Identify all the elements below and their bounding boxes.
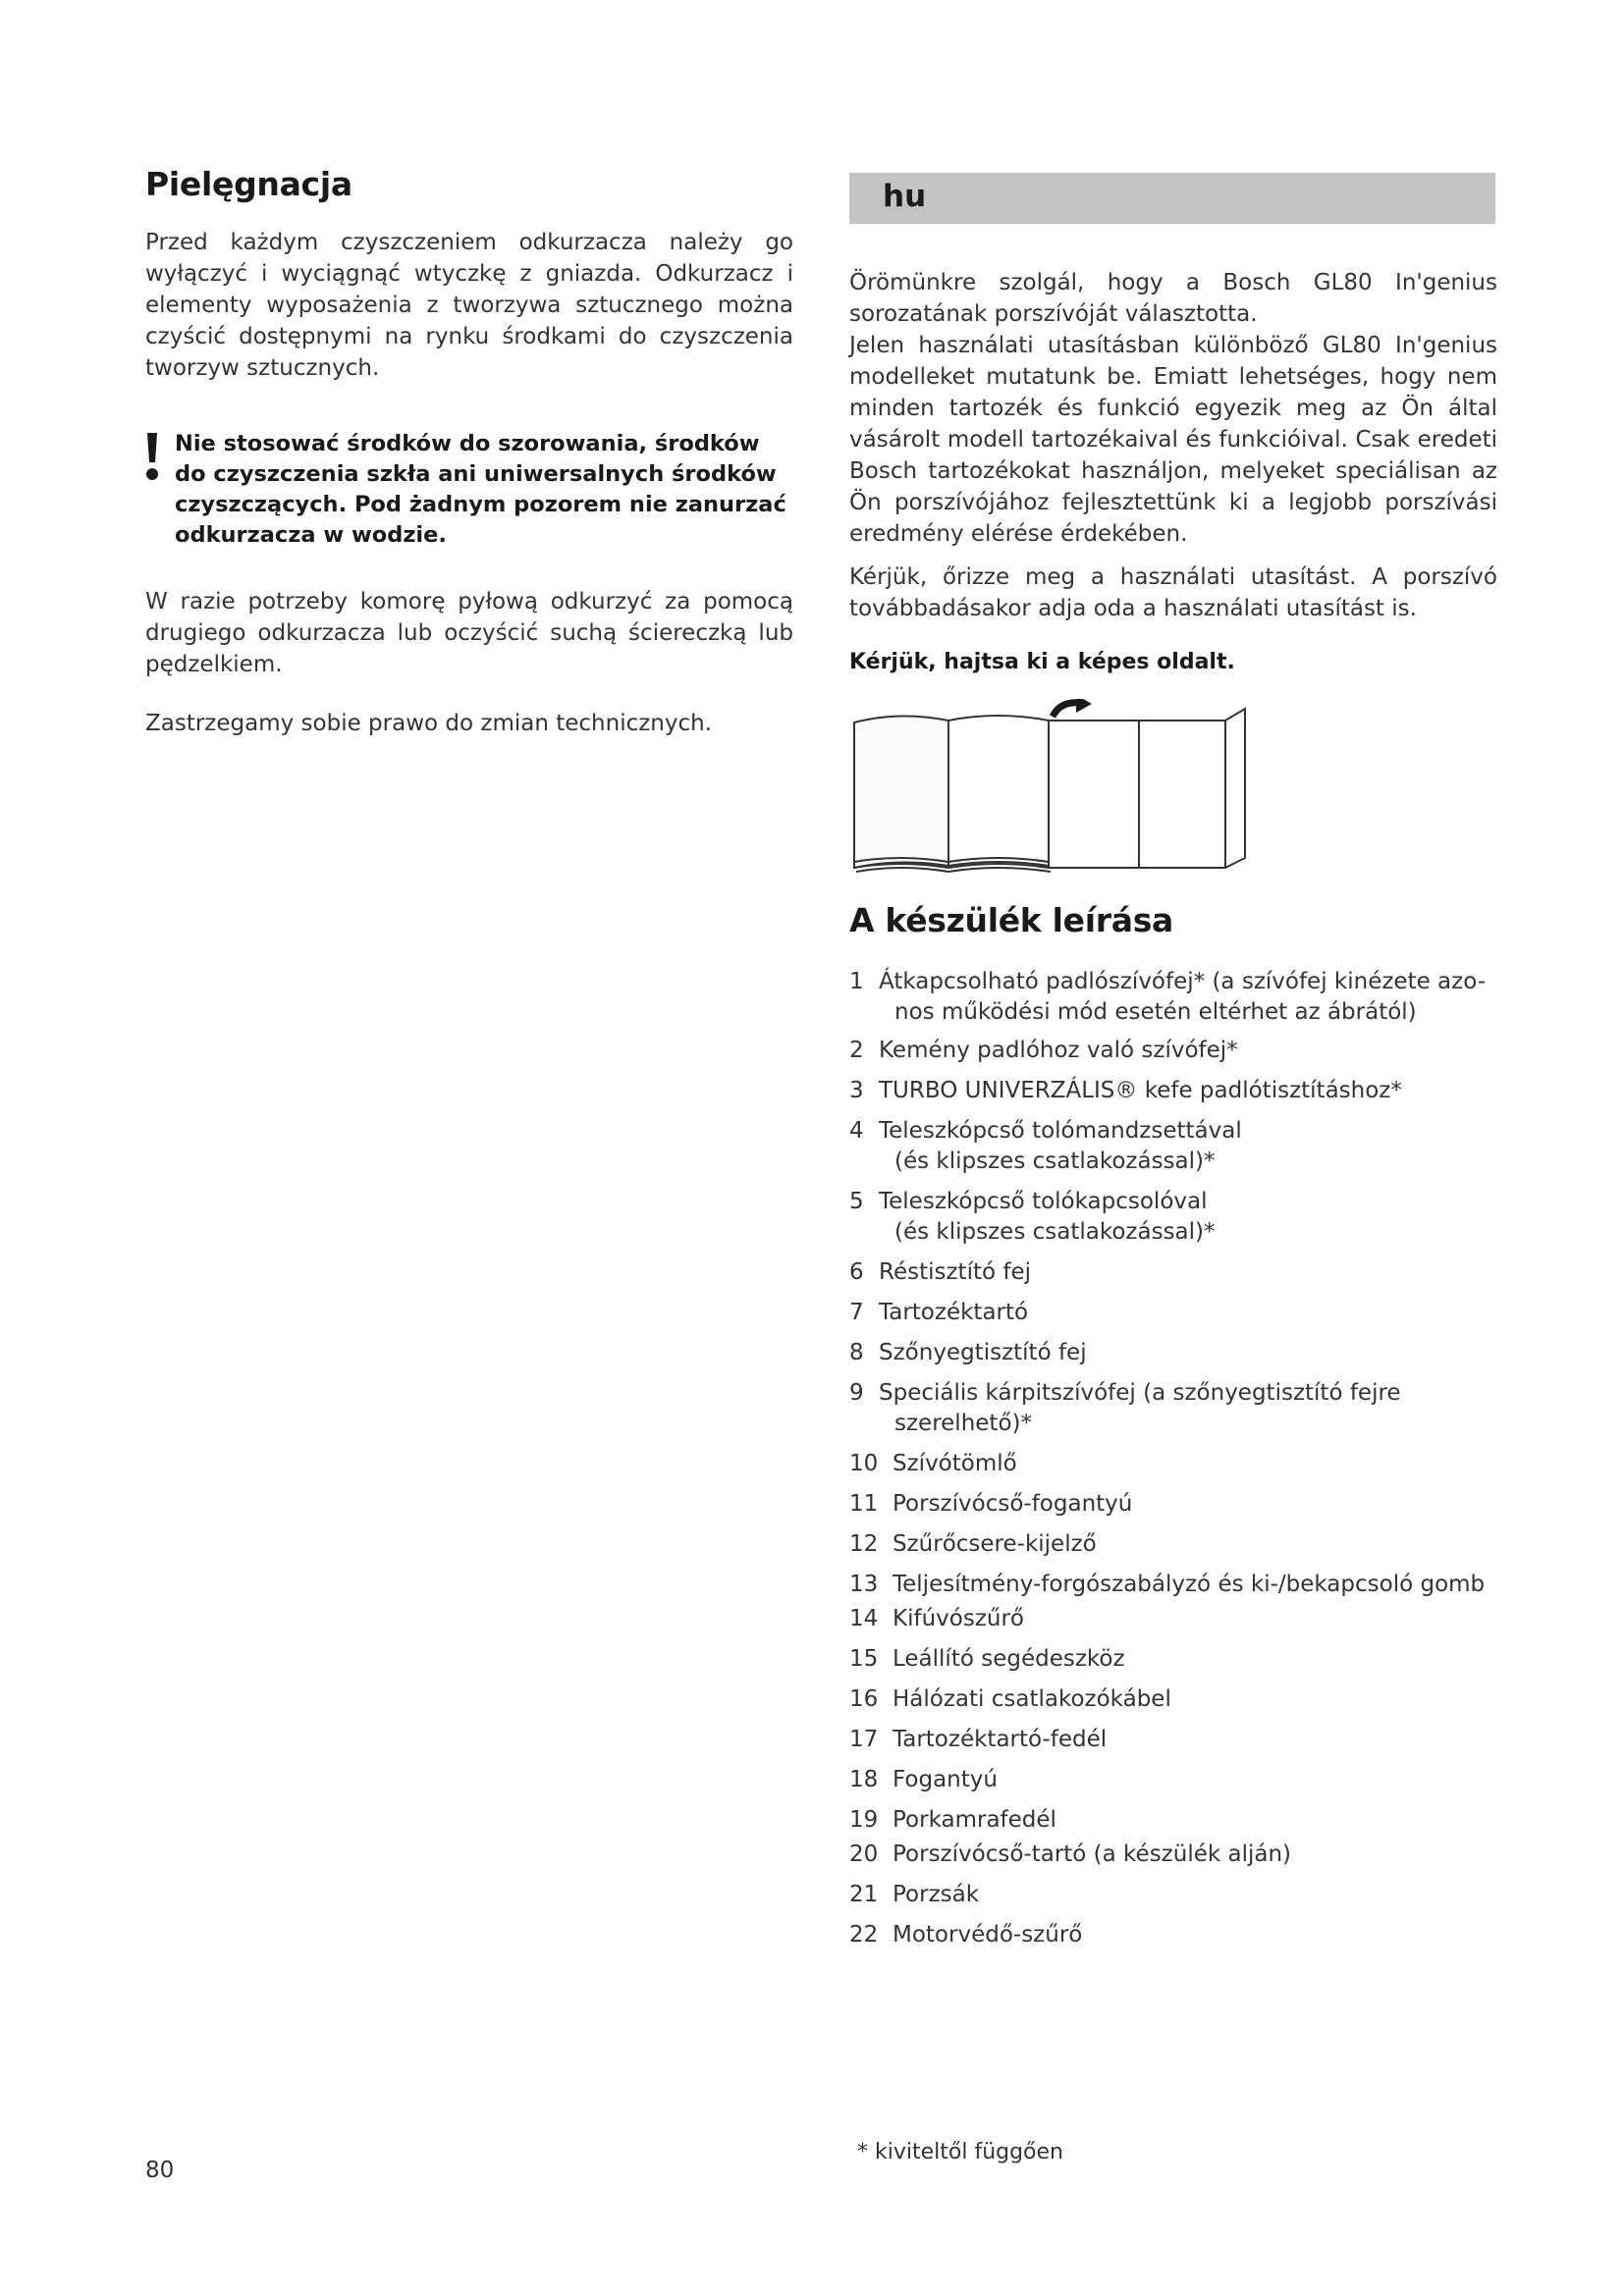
parts-list-item bbox=[849, 1036, 1497, 1066]
parts-list-text: Porszívócső-fogantyú bbox=[893, 1491, 1133, 1517]
parts-list-text: Speciális kárpitszívófej (a szőnyegtisztító fejre bbox=[879, 1380, 1401, 1406]
footnote: * kiviteltől függően bbox=[857, 2140, 1063, 2164]
parts-list-item bbox=[849, 1604, 1497, 1634]
parts-list-item bbox=[849, 1449, 1497, 1479]
parts-list-number: 6 bbox=[849, 1259, 864, 1285]
parts-list-item bbox=[849, 1840, 1497, 1870]
parts-list-text: Teleszkópcső tolókapcsolóval bbox=[879, 1189, 1208, 1214]
section-heading-pielegnacja: Pielęgnacja bbox=[145, 165, 352, 203]
parts-list-text: Szőnyegtisztító fej bbox=[879, 1340, 1087, 1365]
exclamation-icon bbox=[145, 433, 159, 482]
parts-list-number: 19 bbox=[849, 1807, 879, 1833]
dust-chamber-paragraph: W razie potrzeby komorę pyłową odkurzyć za pomocą drugiego odkurzacza lub oczyścić suchą ściereczką lub pędzelkiem. bbox=[145, 589, 793, 677]
parts-list-text: Szívótömlő bbox=[893, 1451, 1017, 1476]
parts-list-number: 22 bbox=[849, 1922, 879, 1948]
technical-changes-paragraph: Zastrzegamy sobie prawo do zmian technicznych. bbox=[145, 711, 713, 736]
parts-list-text: Leállító segédeszköz bbox=[893, 1646, 1125, 1672]
parts-list-number: 21 bbox=[849, 1882, 879, 1907]
parts-list-number: 20 bbox=[849, 1842, 879, 1867]
parts-list bbox=[849, 967, 1497, 1950]
parts-list-text: Teleszkópcső tolómandzsettával bbox=[879, 1118, 1242, 1144]
parts-list-text: Szűrőcsere-kijelző bbox=[893, 1531, 1097, 1557]
page-number: 80 bbox=[145, 2158, 175, 2183]
fold-out-page-illustration bbox=[850, 699, 1263, 876]
parts-list-number: 9 bbox=[849, 1380, 864, 1406]
parts-list-number: 15 bbox=[849, 1646, 879, 1672]
parts-list-text: Hálózati csatlakozókábel bbox=[893, 1686, 1171, 1712]
parts-list-number: 17 bbox=[849, 1727, 879, 1752]
intro-paragraph-2: Jelen használati utasításban különböző GL80 In'genius modelleket mutatunk be. Emiatt lehetséges, hogy nem minden tartozék és funkció egyezik meg az Ön által vásárolt modell tartozékaival és funkcióival. Csak eredeti Bosch tartozékokat használjon, melyeket speciálisan az Ön porszívójához fejlesztettünk ki a legjobb porszívási eredmény elérése érdekében. bbox=[849, 333, 1497, 547]
parts-list-text-continued: nos működési mód esetén eltérhet az ábrától) bbox=[894, 999, 1417, 1025]
fold-out-instruction: Kérjük, hajtsa ki a képes oldalt. bbox=[849, 650, 1235, 674]
parts-list-item bbox=[849, 1257, 1497, 1288]
language-bar bbox=[849, 173, 1495, 224]
parts-list-item bbox=[849, 1489, 1497, 1520]
parts-list-item bbox=[849, 1725, 1497, 1755]
parts-list-text: Réstisztító fej bbox=[879, 1259, 1031, 1285]
section-heading-device: A készülék leírása bbox=[849, 901, 1173, 939]
intro-paragraph-1: Örömünkre szolgál, hogy a Bosch GL80 In'genius sorozatának porszívóját választotta. bbox=[849, 270, 1497, 327]
parts-list-number: 7 bbox=[849, 1300, 864, 1325]
parts-list-item bbox=[849, 1378, 1497, 1439]
parts-list-item bbox=[849, 1529, 1497, 1560]
parts-list-number: 14 bbox=[849, 1606, 879, 1631]
parts-list-text-continued: (és klipszes csatlakozással)* bbox=[894, 1148, 1216, 1174]
parts-list-number: 16 bbox=[849, 1686, 879, 1712]
parts-list-item bbox=[849, 1765, 1497, 1795]
parts-list-number: 11 bbox=[849, 1491, 879, 1517]
parts-list-item bbox=[849, 1570, 1497, 1600]
parts-list-text: Porzsák bbox=[893, 1882, 980, 1907]
device-description-section bbox=[849, 901, 1497, 1950]
parts-list-item bbox=[849, 1338, 1497, 1368]
right-column bbox=[849, 267, 1497, 677]
parts-list-text: Porkamrafedél bbox=[893, 1807, 1056, 1833]
keep-manual-paragraph: Kérjük, őrizze meg a használati utasítást. A porszívó továbbadásakor adja oda a használati utasítást is. bbox=[849, 564, 1497, 621]
parts-list-number: 4 bbox=[849, 1118, 864, 1144]
parts-list-number: 5 bbox=[849, 1189, 864, 1214]
parts-list-text: Teljesítmény-forgószabályzó és ki-/bekapcsoló gomb bbox=[893, 1572, 1486, 1597]
parts-list-text-continued: szerelhető)* bbox=[894, 1411, 1032, 1436]
cleaning-paragraph: Przed każdym czyszczeniem odkurzacza należy go wyłączyć i wyciągnąć wtyczkę z gniazda. Odkurzacz i elementy wyposażenia z tworzywa sztucznego można czyścić dostępnymi na rynku środkami do czyszczenia tworzyw sztucznych. bbox=[145, 230, 793, 381]
parts-list-text: Fogantyú bbox=[893, 1767, 998, 1792]
parts-list-item bbox=[849, 1187, 1497, 1248]
parts-list-text-continued: (és klipszes csatlakozással)* bbox=[894, 1219, 1216, 1245]
parts-list-item bbox=[849, 967, 1497, 1028]
parts-list-number: 1 bbox=[849, 969, 864, 994]
parts-list-number: 8 bbox=[849, 1340, 864, 1365]
parts-list-text: Motorvédő-szűrő bbox=[893, 1922, 1083, 1948]
left-column bbox=[145, 165, 793, 739]
parts-list-text: Kifúvószűrő bbox=[893, 1606, 1024, 1631]
parts-list-text: Átkapcsolható padlószívófej* (a szívófej kinézete azo- bbox=[879, 969, 1487, 994]
parts-list-number: 2 bbox=[849, 1038, 864, 1063]
parts-list-number: 13 bbox=[849, 1572, 879, 1597]
parts-list-item bbox=[849, 1076, 1497, 1106]
parts-list-item bbox=[849, 1116, 1497, 1177]
parts-list-number: 18 bbox=[849, 1767, 879, 1792]
parts-list-item bbox=[849, 1920, 1497, 1950]
parts-list-text: Kemény padlóhoz való szívófej* bbox=[879, 1038, 1238, 1063]
parts-list-item bbox=[849, 1644, 1497, 1675]
parts-list-text: Tartozéktartó bbox=[879, 1300, 1029, 1325]
parts-list-number: 10 bbox=[849, 1451, 879, 1476]
parts-list-number: 3 bbox=[849, 1078, 864, 1103]
parts-list-text: Porszívócső-tartó (a készülék alján) bbox=[893, 1842, 1292, 1867]
warning-text: Nie stosować środków do szorowania, środków do czyszczenia szkła ani uniwersalnych środków czyszczących. Pod żadnym pozorem nie zanurzać odkurzacza w wodzie. bbox=[175, 431, 786, 548]
parts-list-item bbox=[849, 1805, 1497, 1836]
parts-list-text: Tartozéktartó-fedél bbox=[893, 1727, 1108, 1752]
parts-list-item bbox=[849, 1684, 1497, 1715]
warning-block bbox=[145, 429, 793, 551]
parts-list-number: 12 bbox=[849, 1531, 879, 1557]
parts-list-text: TURBO UNIVERZÁLIS® kefe padlótisztításhoz* bbox=[879, 1078, 1402, 1103]
parts-list-item bbox=[849, 1298, 1497, 1328]
language-tag: hu bbox=[883, 179, 927, 214]
parts-list-item bbox=[849, 1880, 1497, 1910]
